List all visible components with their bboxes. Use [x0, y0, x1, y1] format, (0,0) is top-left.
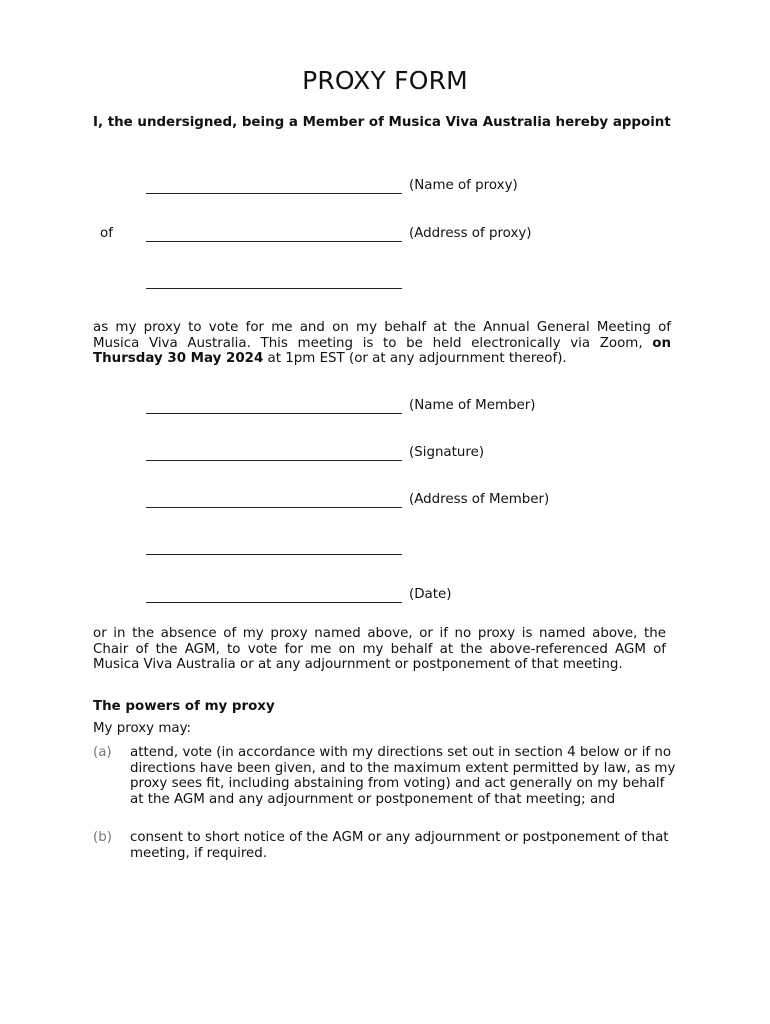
- proxy-address-line-2[interactable]: [146, 288, 402, 289]
- item-text: attend, vote (in accordance with my directions set out in section 4 below or if no directions have been given, and to the maximum extent permitted by law, as my proxy sees fit, including abstaining from voting) and act generally on my behalf at the AGM and any adjournment or postponement of that meeting; and: [130, 745, 676, 807]
- date-line[interactable]: [146, 602, 402, 603]
- powers-heading: The powers of my proxy: [93, 699, 275, 714]
- powers-intro: My proxy may:: [93, 721, 192, 736]
- item-marker: (b): [93, 830, 112, 845]
- member-name-row: [93, 398, 693, 418]
- member-address-line[interactable]: [146, 507, 402, 508]
- meeting-date: on Thursday 30 May 2024: [93, 335, 671, 366]
- signature-label: (Signature): [409, 445, 485, 460]
- item-text: consent to short notice of the AGM or any adjournment or postponement of that meeting, if required.: [130, 830, 669, 861]
- member-name-label: (Name of Member): [409, 398, 536, 413]
- signature-line[interactable]: [146, 460, 402, 461]
- proxy-name-row: [93, 178, 693, 198]
- member-address-row-2: [93, 539, 693, 559]
- fallback-paragraph: or in the absence of my proxy named above, or if no proxy is named above, the Chair of the AGM, to vote for me on my behalf at the above-referenced AGM of Musica Viva Australia or at any adjournment or postponement of that meeting.: [93, 626, 666, 672]
- proxy-name-line[interactable]: [146, 193, 402, 194]
- appointment-paragraph: [93, 320, 671, 367]
- proxy-address-line[interactable]: [146, 241, 402, 242]
- appointment-text-start: as my proxy to vote for me and on my behalf at the Annual General Meeting of Musica Viva Australia. This meeting is to be held electronically via Zoom,: [93, 320, 671, 351]
- proxy-address-row: [93, 226, 693, 246]
- member-name-line[interactable]: [146, 413, 402, 414]
- proxy-address-row-2: [93, 273, 693, 293]
- page-title: PROXY FORM: [302, 66, 468, 95]
- member-address-row: [93, 492, 693, 512]
- item-marker: (a): [93, 745, 112, 760]
- intro-statement: I, the undersigned, being a Member of Musica Viva Australia hereby appoint: [93, 115, 671, 130]
- member-address-line-2[interactable]: [146, 554, 402, 555]
- date-label: (Date): [409, 587, 452, 602]
- proxy-name-label: (Name of proxy): [409, 178, 518, 193]
- date-row: [93, 587, 693, 607]
- of-prefix: of: [100, 226, 113, 241]
- signature-row: [93, 445, 693, 465]
- appointment-text-end: at 1pm EST (or at any adjournment thereof).: [263, 351, 567, 366]
- member-address-label: (Address of Member): [409, 492, 550, 507]
- proxy-address-label: (Address of proxy): [409, 226, 532, 241]
